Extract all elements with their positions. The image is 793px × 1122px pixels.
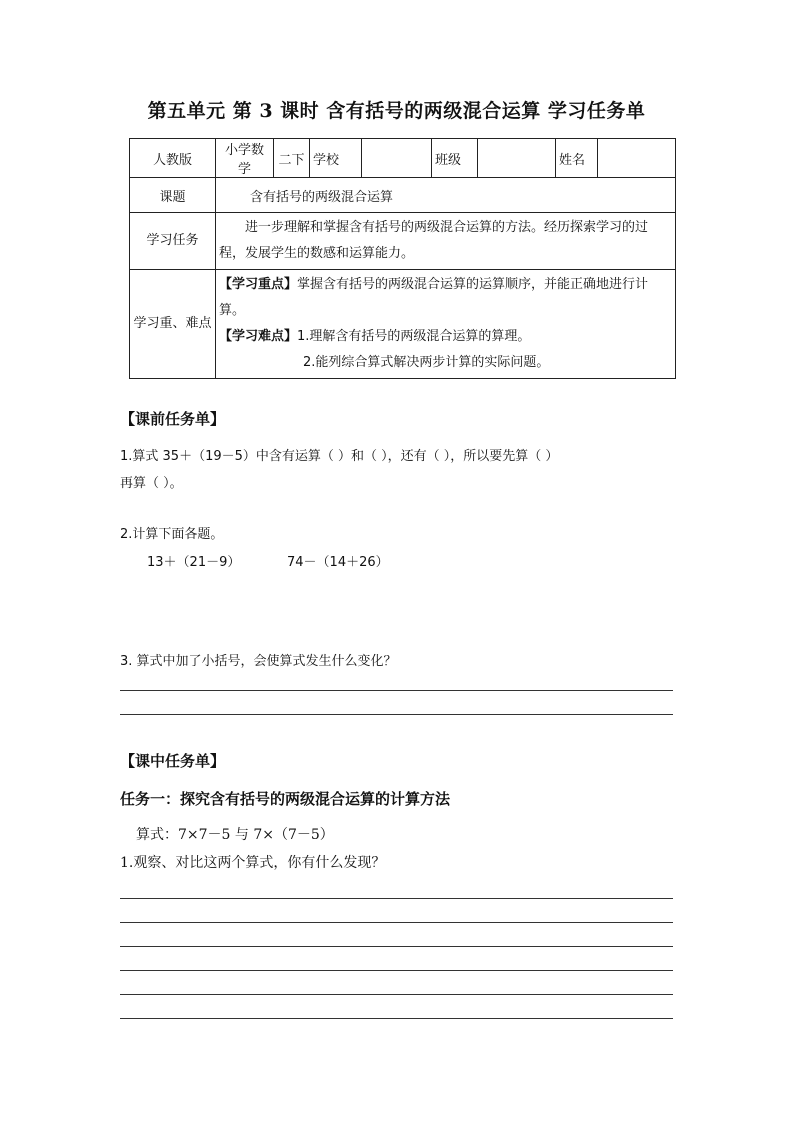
pre-q1-line2: 再算（ ）。 xyxy=(120,476,183,491)
info-row-key xyxy=(130,270,676,379)
task1-title: 任务一：探究含有括号的两级混合运算的计算方法 xyxy=(120,790,451,808)
answer-line[interactable] xyxy=(120,946,673,947)
pre-q2-a: 13＋（21－9） xyxy=(147,555,241,570)
difficulty-1: 1.理解含有括号的两级混合运算的算理。 xyxy=(297,329,531,344)
pre-q1-line1: 1.算式 35＋（19－5）中含有运算（ ）和（ ），还有（ ），所以要先算（ ） xyxy=(120,449,559,464)
name-label: 姓名 xyxy=(556,139,598,178)
school-label: 学校 xyxy=(310,139,362,178)
key-cell xyxy=(216,270,676,379)
key-label: 学习重、难点 xyxy=(130,270,216,379)
name-field[interactable] xyxy=(598,139,676,178)
answer-line[interactable] xyxy=(120,690,673,691)
in-class-heading: 【课中任务单】 xyxy=(120,752,226,770)
topic-label: 课题 xyxy=(130,178,216,213)
task-value: 进一步理解和掌握含有括号的两级混合运算的方法。经历探索学习的过程，发展学生的数感和运算能力。 xyxy=(216,213,676,270)
grade-cell: 二下 xyxy=(274,139,310,178)
answer-line[interactable] xyxy=(120,714,673,715)
answer-line[interactable] xyxy=(120,1018,673,1019)
class-label: 班级 xyxy=(432,139,478,178)
info-row-header xyxy=(130,139,676,178)
difficulty-2: 2.能列综合算式解决两步计算的实际问题。 xyxy=(303,355,550,370)
answer-line[interactable] xyxy=(120,970,673,971)
formula: 算式：7×7－5 与 7×（7－5） xyxy=(136,827,334,843)
answer-line[interactable] xyxy=(120,994,673,995)
subject-cell: 小学数学 xyxy=(216,139,274,178)
pre-class-heading: 【课前任务单】 xyxy=(120,410,226,428)
edition-cell: 人教版 xyxy=(130,139,216,178)
answer-line[interactable] xyxy=(120,898,673,899)
school-field[interactable] xyxy=(362,139,432,178)
pre-q2-b: 74－（14＋26） xyxy=(287,555,389,570)
info-row-topic xyxy=(130,178,676,213)
page-title: 第五单元 第 3 课时 含有括号的两级混合运算 学习任务单 xyxy=(147,100,646,122)
in-q1: 1.观察、对比这两个算式，你有什么发现？ xyxy=(120,855,386,871)
topic-value: 含有括号的两级混合运算 xyxy=(216,178,676,213)
pre-q2: 2.计算下面各题。 xyxy=(120,527,224,542)
difficulty-tag: 【学习难点】 xyxy=(219,329,298,344)
pre-q3: 3. 算式中加了小括号，会使算式发生什么变化？ xyxy=(120,654,397,669)
key-point-text: 掌握含有括号的两级混合运算的运算顺序，并能正确地进行计算。 xyxy=(219,277,649,318)
task-label: 学习任务 xyxy=(130,213,216,270)
key-point-tag: 【学习重点】 xyxy=(219,277,298,292)
info-table xyxy=(129,138,676,379)
class-field[interactable] xyxy=(478,139,556,178)
info-row-task xyxy=(130,213,676,270)
answer-line[interactable] xyxy=(120,922,673,923)
